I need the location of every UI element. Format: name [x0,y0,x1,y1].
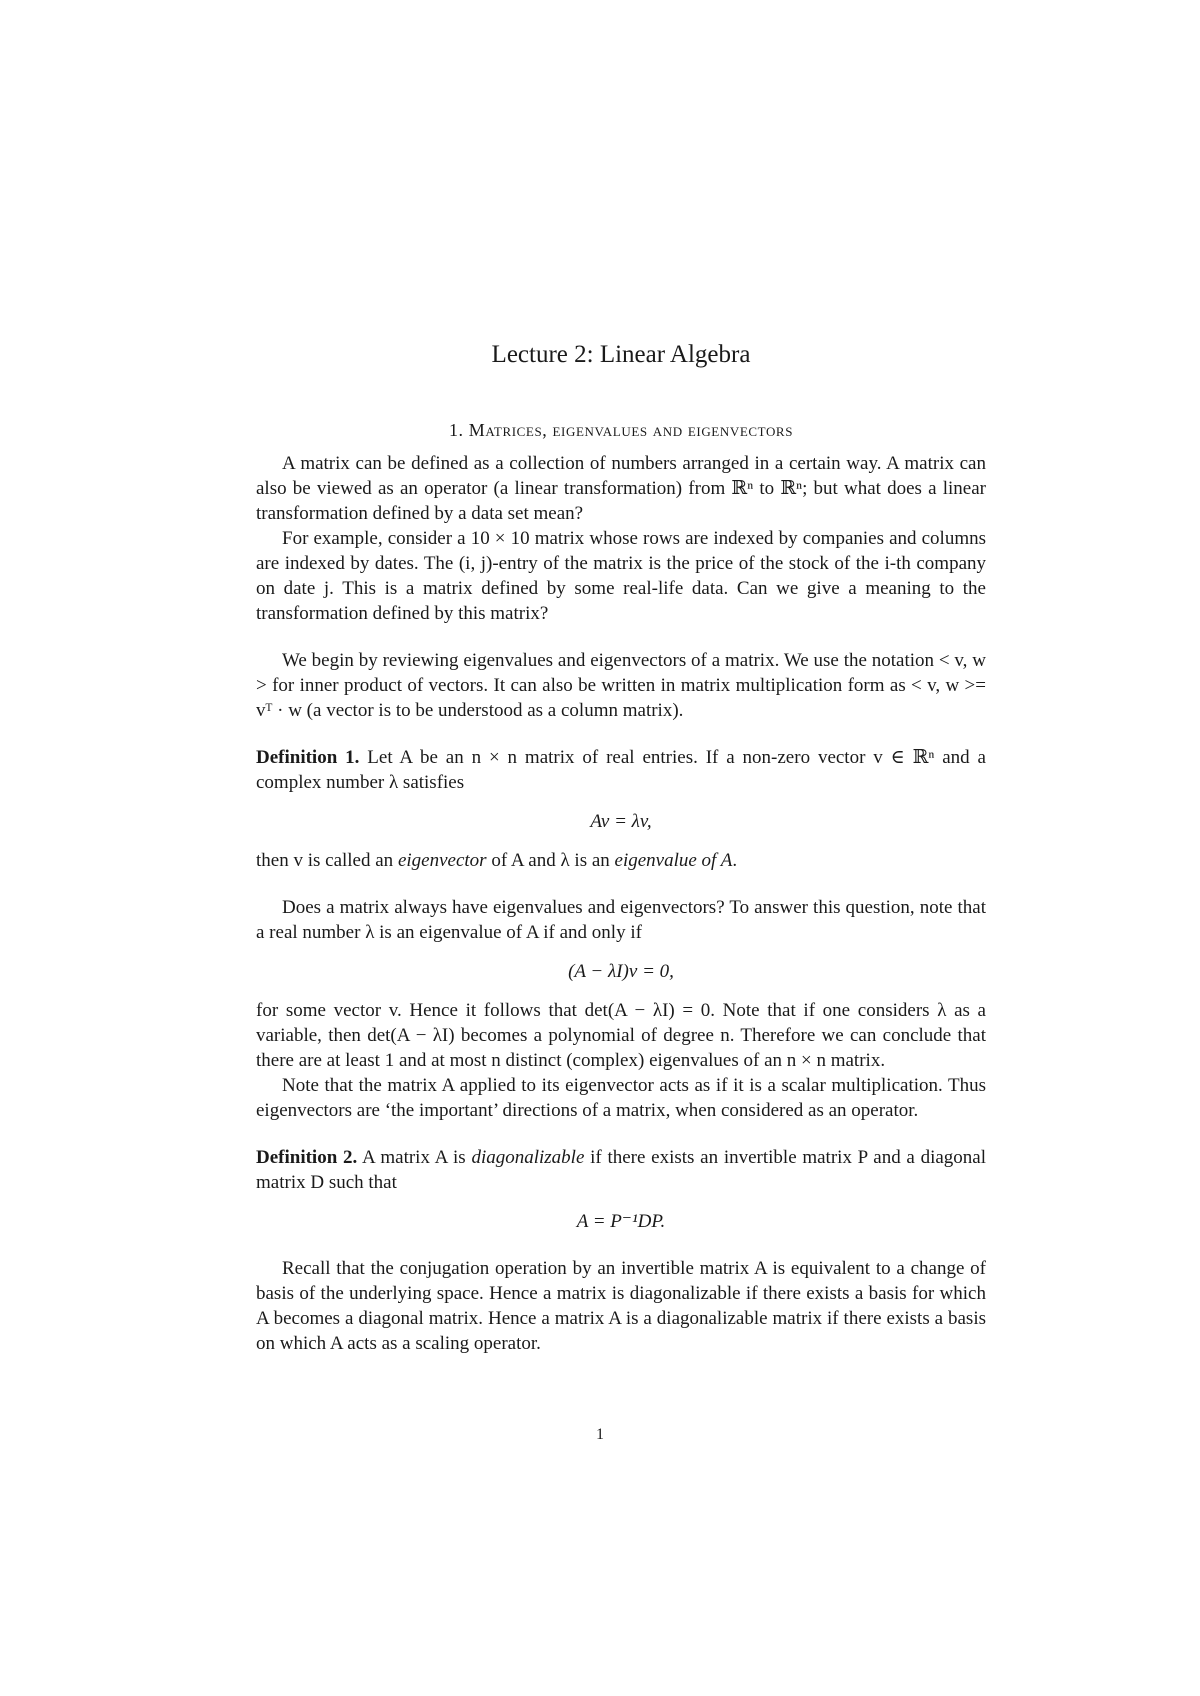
definition-2-before: A matrix A is [361,1147,472,1168]
definition-1 [256,745,986,795]
eigen-terms-mid: of A and λ is an [486,850,615,871]
eigen-terms-before: then v is called an [256,850,398,871]
equation-eigen-text: Av = λv, [590,811,652,832]
section-title: Matrices, eigenvalues and eigenvectors [468,420,794,440]
paragraph-intro: A matrix can be defined as a collection of numbers arranged in a certain way. A matrix can also be viewed as an operator (a linear transformation) from ℝⁿ to ℝⁿ; but what does a linear transformation defined by a data set mean? [256,453,986,524]
paragraph-conjugation: Recall that the conjugation operation by an invertible matrix A is equivalent to a change of basis of the underlying space. Hence a matrix is diagonalizable if there exists a basis for which A becomes a diagonal matrix. Hence a matrix A is a diagonalizable matrix if there exists a basis on which A acts as a scaling operator. [256,1258,986,1354]
equation-diagonalization-text: A = P⁻¹DP. [576,1211,666,1232]
term-eigenvector: eigenvector [397,850,487,871]
equation-characteristic [256,959,986,984]
equation-characteristic-text: (A − λI)v = 0, [568,961,674,982]
definition-2-after: if there exists an invertible matrix P and a diagonal matrix D such that [256,1147,987,1193]
page-number: 1 [596,1426,604,1443]
paragraph-question: Does a matrix always have eigenvalues and eigenvectors? To answer this question, note that a real number λ is an eigenvalue of A if and only if [256,897,986,943]
equation-diagonalization [256,1209,986,1234]
section-heading [256,418,986,443]
lecture-title: Lecture 2: Linear Algebra [491,341,751,368]
definition-1-text: Let A be an n × n matrix of real entries. If a non-zero vector v ∈ ℝⁿ and a complex number λ satisfies [256,747,986,793]
term-eigenvalue: eigenvalue of A [614,850,733,871]
definition-2-label: Definition 2. [256,1147,358,1168]
equation-eigen [256,809,986,834]
paper-page [256,340,986,1356]
section-number: 1. [448,420,464,440]
definition-1-label: Definition 1. [256,747,360,768]
paragraph-example: For example, consider a 10 × 10 matrix whose rows are indexed by companies and columns are indexed by dates. The (i, j)-entry of the matrix is the price of the stock of the i-th company on date j. This is a matrix defined by some real-life data. Can we give a meaning to the transformation defined by this matrix? [256,528,986,624]
paragraph-eigen-terms [256,848,986,873]
paragraph-review: We begin by reviewing eigenvalues and eigenvectors of a matrix. We use the notation < v, w > for inner product of vectors. It can also be written in matrix multiplication form as < v, w >= vᵀ · w (a vector is to be understood as a column matrix). [256,650,986,721]
definition-2 [256,1145,986,1195]
term-diagonalizable: diagonalizable [471,1147,585,1168]
paragraph-determinant: for some vector v. Hence it follows that det(A − λI) = 0. Note that if one considers λ as a variable, then det(A − λI) becomes a polynomial of degree n. Therefore we can conclude that there are at least 1 and at most n distinct (complex) eigenvalues of an n × n matrix. [256,1000,986,1071]
eigen-terms-end: . [732,850,738,871]
paragraph-scalar: Note that the matrix A applied to its eigenvector acts as if it is a scalar multiplication. Thus eigenvectors are ‘the important’ directions of a matrix, when considered as an operator. [256,1075,986,1121]
